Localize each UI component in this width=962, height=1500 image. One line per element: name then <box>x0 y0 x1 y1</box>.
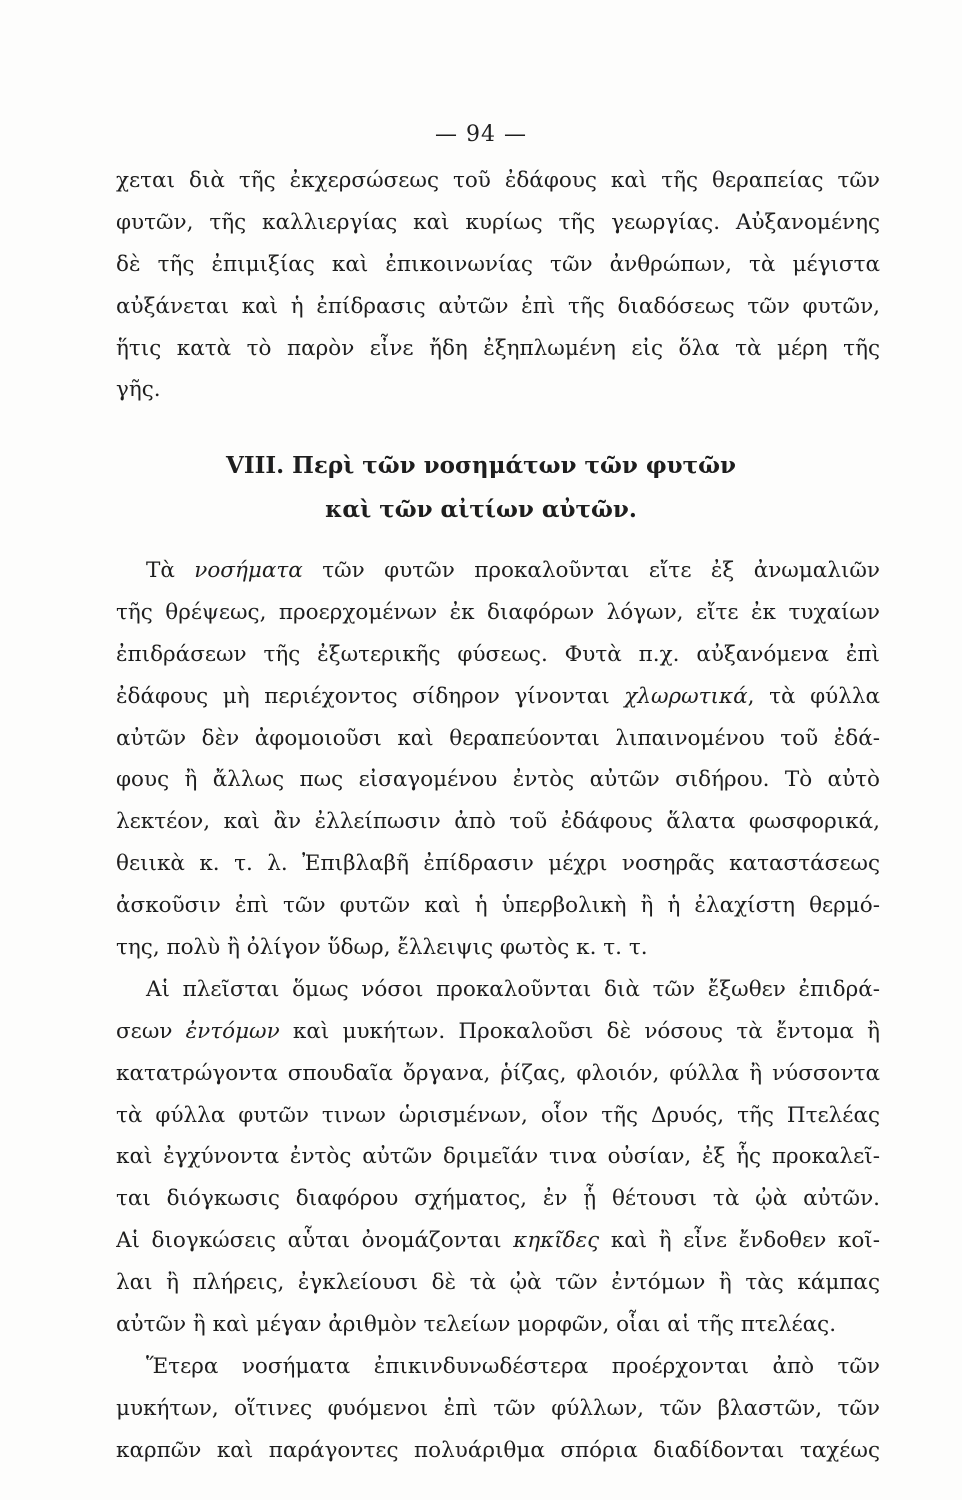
text-line: Ἕτερα νοσήματα ἐπικινδυνωδέστερα προέρχονται ἀπὸ τῶν <box>146 1353 880 1379</box>
text-line: χεται διὰ τῆς ἐκχερσώσεως τοῦ ἐδάφους καὶ τῆς θεραπείας τῶν <box>116 168 880 193</box>
section-body <box>116 550 880 1472</box>
text-line: Αἱ πλεῖσται ὅμως νόσοι προκαλοῦνται διὰ τῶν ἔξωθεν ἐπιδρά- <box>146 976 880 1002</box>
section-heading-line-1: VIII. Περὶ τῶν νοσημάτων τῶν φυτῶν <box>226 452 736 479</box>
text-line: της, πολὺ ἢ ὀλίγον ὕδωρ, ἔλλειψις φωτὸς κ. τ. τ. <box>116 935 648 961</box>
text-line: δὲ τῆς ἐπιμιξίας καὶ ἐπικοινωνίας τῶν ἀνθρώπων, τὰ μέγιστα <box>116 251 880 277</box>
text-line: αὐτῶν δὲν ἀφομοιοῦσι καὶ θεραπεύονται λιπαινομένου τοῦ ἐδά- <box>116 725 880 751</box>
text-line: κατατρώγοντα σπουδαῖα ὄργανα, ῥίζας, φλοιόν, φύλλα ἢ νύσσοντα <box>116 1060 880 1086</box>
text-line: Αἱ διογκώσεις αὗται ὀνομάζονται κηκῖδες καὶ ἢ εἶνε ἔνδοθεν κοῖ- <box>116 1228 880 1254</box>
paragraph-continued <box>116 160 880 411</box>
text-line: σεων ἐντόμων καὶ μυκήτων. Προκαλοῦσι δὲ νόσους τὰ ἔντομα ἢ <box>116 1018 880 1044</box>
text-line: ἐδάφους μὴ περιέχοντος σίδηρον γίνονται χλωρωτικά, τὰ φύλλα <box>116 683 880 709</box>
text-line: γῆς. <box>116 377 161 403</box>
text-line: λεκτέον, καὶ ἂν ἐλλείπωσιν ἀπὸ τοῦ ἐδάφους ἅλατα φωσφορικά, <box>116 809 880 835</box>
text-line: φυτῶν, τῆς καλλιεργίας καὶ κυρίως τῆς γεωργίας. Αὐξανομένης <box>116 209 880 235</box>
text-line: τὰ φύλλα φυτῶν τινων ὡρισμένων, οἷον τῆς Δρυός, τῆς Πτελέας <box>116 1102 880 1128</box>
section-heading-line-2: καὶ τῶν αἰτίων αὐτῶν. <box>325 496 637 523</box>
text-line: αὐξάνεται καὶ ἡ ἐπίδρασις αὐτῶν ἐπὶ τῆς διαδόσεως τῶν φυτῶν, <box>116 293 880 319</box>
text-line: θειικὰ κ. τ. λ. Ἐπιβλαβῆ ἐπίδρασιν μέχρι νοσηρᾶς καταστάσεως <box>116 851 880 877</box>
text-line: Τὰ νοσήματα τῶν φυτῶν προκαλοῦνται εἴτε ἐξ ἀνωμαλιῶν <box>146 558 880 583</box>
text-line: ἐπιδράσεων τῆς ἐξωτερικῆς φύσεως. Φυτὰ π.χ. αὐξανόμενα ἐπὶ <box>116 641 880 667</box>
text-line: τῆς θρέψεως, προερχομένων ἐκ διαφόρων λόγων, εἴτε ἐκ τυχαίων <box>116 599 880 625</box>
text-line: μυκήτων, οἵτινες φυόμενοι ἐπὶ τῶν φύλλων, τῶν βλαστῶν, τῶν <box>116 1395 880 1421</box>
text-line: καρπῶν καὶ παράγοντες πολυάριθμα σπόρια διαδίδονται ταχέως <box>116 1437 880 1463</box>
text-line: καὶ ἐγχύνοντα ἐντὸς αὐτῶν δριμεῖάν τινα οὐσίαν, ἐξ ἧς προκαλεῖ- <box>116 1144 880 1170</box>
page-number: — 94 — <box>435 122 527 147</box>
text-line: ἀσκοῦσιν ἐπὶ τῶν φυτῶν καὶ ἡ ὑπερβολικὴ ἢ ἡ ἐλαχίστη θερμό- <box>116 893 880 919</box>
text-line: ται διόγκωσις διαφόρου σχήματος, ἐν ᾗ θέτουσι τὰ ᾠὰ αὐτῶν. <box>116 1186 880 1212</box>
text-line: αὐτῶν ἢ καὶ μέγαν ἀριθμὸν τελείων μορφῶν, οἷαι αἱ τῆς πτελέας. <box>116 1312 837 1338</box>
text-line: φους ἢ ἄλλως πως εἰσαγομένου ἐντὸς αὐτῶν σιδήρου. Τὸ αὐτὸ <box>116 767 880 793</box>
text-line: ἥτις κατὰ τὸ παρὸν εἶνε ἤδη ἐξηπλωμένη εἰς ὅλα τὰ μέρη τῆς <box>116 335 880 361</box>
text-line: λαι ἢ πλήρεις, ἐγκλείουσι δὲ τὰ ᾠὰ τῶν ἐντόμων ἢ τὰς κάμπας <box>116 1270 880 1296</box>
